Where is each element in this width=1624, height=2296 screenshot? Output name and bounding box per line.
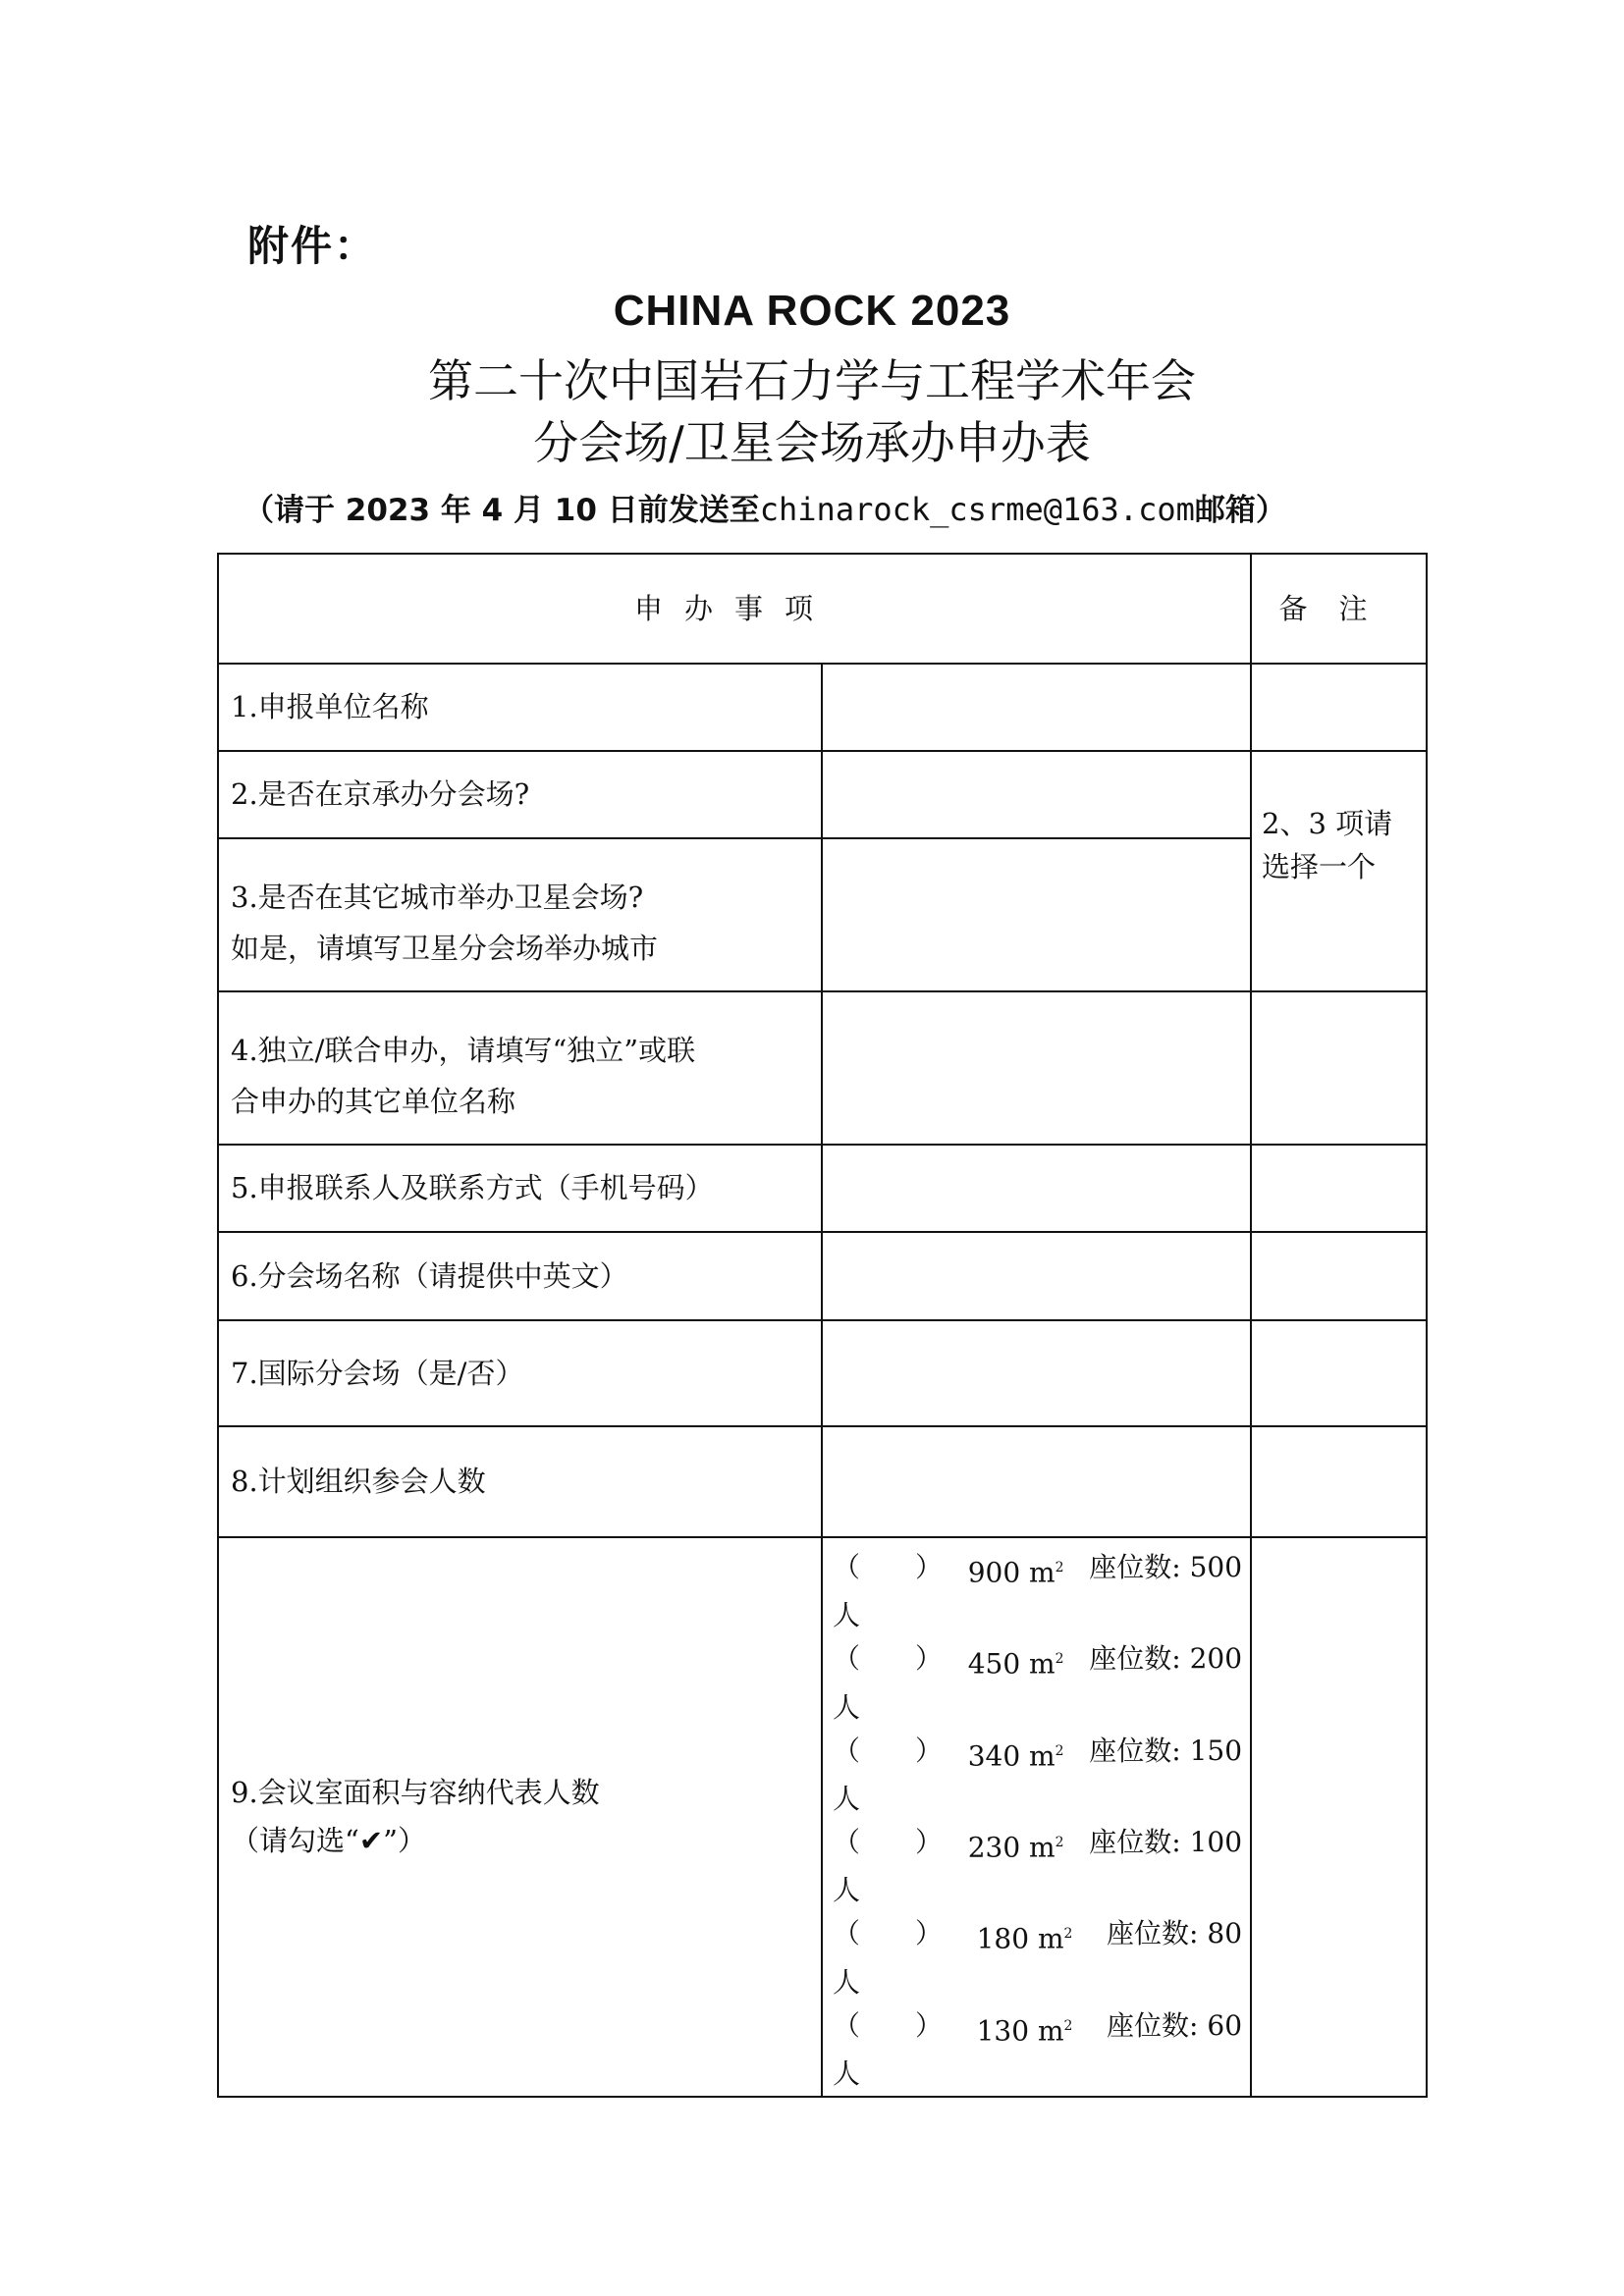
row-9-label <box>218 1537 822 2097</box>
room-option[interactable] <box>823 1912 1250 2003</box>
row-label-line: 8.计划组织参会人数 <box>231 1465 486 1499</box>
row-2-value-cell[interactable] <box>822 751 1251 838</box>
row-6-label <box>218 1232 822 1320</box>
row-4-value-cell[interactable] <box>822 991 1251 1145</box>
row-label-line: 9.会议室面积与容纳代表人数 <box>231 1775 600 1809</box>
row-label-line: 3.是否在其它城市举办卫星会场? <box>231 880 644 914</box>
option-unit: 人 <box>833 1599 861 1632</box>
option-seats: 座位数: 500 <box>1089 1551 1243 1583</box>
option-unit: 人 <box>833 1690 861 1724</box>
room-option[interactable] <box>823 1637 1250 1729</box>
option-checkbox[interactable]: （ ） <box>833 1825 944 1858</box>
row-4-label <box>218 991 822 1145</box>
row-8-label <box>218 1426 822 1537</box>
option-checkbox[interactable]: （ ） <box>833 1551 944 1583</box>
row-label-line: （请勾选“✔”） <box>231 1823 426 1857</box>
room-options-cell <box>822 1537 1251 2097</box>
note-email: chinarock_csrme@163.com <box>759 491 1195 528</box>
row-3-value-cell[interactable] <box>822 838 1251 991</box>
row-7-note-cell[interactable] <box>1251 1320 1427 1426</box>
room-option[interactable] <box>823 1730 1250 1821</box>
col-header-note: 备注 <box>1251 554 1427 664</box>
option-area: 180 $m^2$ <box>976 1922 1073 1955</box>
option-area: 340 $m^2$ <box>967 1738 1064 1772</box>
row-8-note-cell[interactable] <box>1251 1426 1427 1537</box>
row-label-line: 合申办的其它单位名称 <box>231 1085 516 1119</box>
row-5-note-cell[interactable] <box>1251 1145 1427 1232</box>
application-table <box>217 553 1428 2098</box>
note-suffix: 邮箱） <box>1194 493 1286 528</box>
option-checkbox[interactable]: （ ） <box>833 1917 944 1950</box>
option-unit: 人 <box>833 1965 861 1999</box>
option-area: 900 $m^2$ <box>967 1556 1064 1589</box>
note-prefix: （请于 2023 年 4 月 10 日前发送至 <box>244 493 760 528</box>
row-1-label <box>218 664 822 751</box>
option-checkbox[interactable]: （ ） <box>833 1642 944 1676</box>
option-checkbox[interactable]: （ ） <box>833 1734 944 1767</box>
row-label-line: 7.国际分会场（是/否） <box>231 1356 524 1390</box>
row-2-3-note-cell <box>1251 751 1427 991</box>
row-5-value-cell[interactable] <box>822 1145 1251 1232</box>
row-label-line: 1.申报单位名称 <box>231 690 429 724</box>
row-6-note-cell[interactable] <box>1251 1232 1427 1320</box>
room-option[interactable] <box>823 1821 1250 1912</box>
row-label-line: 6.分会场名称（请提供中英文） <box>231 1258 628 1293</box>
row-8-value-cell[interactable] <box>822 1426 1251 1537</box>
option-checkbox[interactable]: （ ） <box>833 2008 944 2042</box>
row-9-note-cell[interactable] <box>1251 1537 1427 2097</box>
option-area: 230 $m^2$ <box>967 1831 1064 1864</box>
option-area: 450 $m^2$ <box>967 1647 1064 1681</box>
row-7-label <box>218 1320 822 1426</box>
attachment-label: 附件： <box>247 222 378 270</box>
row-6-value-cell[interactable] <box>822 1232 1251 1320</box>
room-option[interactable] <box>823 2004 1250 2096</box>
col-header-item: 申办事项 <box>218 554 1251 664</box>
row-2-label <box>218 751 822 838</box>
title-line-1: CHINA ROCK 2023 <box>613 287 1011 335</box>
title-line-3: 分会场/卫星会场承办申办表 <box>533 416 1091 469</box>
option-seats: 座位数: 100 <box>1089 1825 1243 1858</box>
row-label-line: 5.申报联系人及联系方式（手机号码） <box>231 1171 714 1205</box>
remark-2-3: 2、3 项请选择一个 <box>1262 807 1393 883</box>
option-unit: 人 <box>833 1874 861 1907</box>
option-seats: 座位数: 200 <box>1089 1642 1243 1676</box>
title-line-2: 第二十次中国岩石力学与工程学术年会 <box>428 354 1196 407</box>
row-label-line: 2.是否在京承办分会场? <box>231 777 530 812</box>
option-unit: 人 <box>833 1782 861 1815</box>
option-seats: 座位数: 60 <box>1107 2008 1243 2042</box>
option-seats: 座位数: 80 <box>1107 1917 1243 1950</box>
row-4-note-cell[interactable] <box>1251 991 1427 1145</box>
row-3-label <box>218 838 822 991</box>
row-label-line: 如是，请填写卫星分会场举办城市 <box>231 932 659 966</box>
option-seats: 座位数: 150 <box>1089 1734 1243 1767</box>
row-label-line: 4.独立/联合申办，请填写“独立”或联 <box>231 1033 696 1067</box>
row-5-label <box>218 1145 822 1232</box>
option-unit: 人 <box>833 2056 861 2090</box>
option-area: 130 $m^2$ <box>976 2013 1073 2047</box>
row-1-note-cell[interactable] <box>1251 664 1427 751</box>
room-option[interactable] <box>823 1546 1250 1637</box>
row-1-value-cell[interactable] <box>822 664 1251 751</box>
submission-note <box>244 485 1286 529</box>
row-7-value-cell[interactable] <box>822 1320 1251 1426</box>
